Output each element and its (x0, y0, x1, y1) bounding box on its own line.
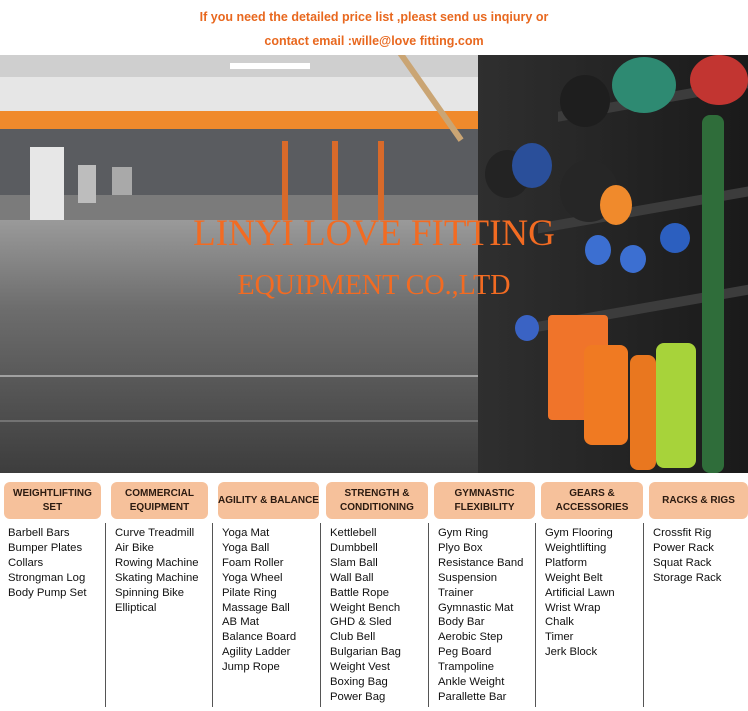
foam-roller (630, 355, 656, 470)
wall-panel (112, 167, 132, 195)
category-item: Weight Vest (330, 661, 391, 674)
gym-banner-image (0, 55, 748, 473)
category-item: Ankle Weight (438, 676, 505, 689)
foam-roller (584, 345, 628, 445)
category-item: Rowing Machine (115, 556, 199, 569)
category-item: Timer (545, 631, 574, 644)
category-item: Yoga Wheel (222, 571, 283, 584)
category-item: Massage Ball (222, 601, 290, 614)
category-item: Collars (8, 556, 44, 569)
category-item: Strongman Log (8, 571, 86, 584)
category-item-list (653, 526, 721, 586)
column-divider (428, 523, 429, 707)
category-column (430, 473, 536, 711)
medicine-ball (612, 57, 676, 113)
company-name-line2: EQUIPMENT CO.,LTD (237, 270, 511, 301)
category-item-list (545, 526, 615, 660)
column-divider (643, 523, 644, 707)
category-item: Body Bar (438, 616, 485, 629)
category-item: Club Bell (330, 631, 376, 644)
category-title: GYMNASTIC FLEXIBILITY (434, 482, 535, 519)
category-column (107, 473, 213, 711)
ceiling (0, 55, 520, 77)
category-item: Weight Belt (545, 571, 603, 584)
category-item: Spinning Bike (115, 586, 185, 599)
category-item: Resistance Band (438, 556, 524, 569)
product-categories (0, 473, 748, 711)
category-title: RACKS & RIGS (649, 482, 748, 519)
category-column (0, 473, 106, 711)
category-item-list (8, 526, 87, 601)
column-divider (212, 523, 213, 707)
price-list-notice-line1: If you need the detailed price list ,pleast send us inqiury or (199, 10, 549, 24)
category-item: Barbell Bars (8, 527, 70, 539)
category-item: Peg Board (438, 646, 492, 659)
category-item: GHD & Sled (330, 616, 392, 629)
category-item: Platform (545, 556, 588, 569)
category-item-list (222, 526, 296, 675)
category-item: Suspension (438, 571, 498, 584)
category-title: WEIGHTLIFTING SET (4, 482, 101, 519)
category-item: Yoga Mat (222, 527, 270, 539)
category-item: Power Rack (653, 541, 714, 554)
category-item: Slam Ball (330, 556, 378, 569)
category-item: Jump Rope (222, 661, 280, 674)
category-item: Trampoline (438, 661, 495, 674)
category-item: Dumbbell (330, 541, 378, 554)
category-item: Wall Ball (330, 571, 374, 584)
contact-email-notice: contact email :wille@love fitting.com (264, 34, 484, 48)
category-column (645, 473, 748, 711)
category-item-list (438, 526, 523, 705)
category-item: Artificial Lawn (545, 586, 615, 599)
category-item: Gym Flooring (545, 527, 613, 539)
category-item: Balance Board (222, 631, 297, 644)
category-item: Battle Rope (330, 586, 390, 599)
category-item: Air Bike (115, 541, 154, 554)
category-column (322, 473, 428, 711)
category-item: Kettlebell (330, 527, 377, 539)
category-item: Body Pump Set (8, 586, 87, 599)
category-item: Foam Roller (222, 556, 284, 569)
category-item: Plyo Box (438, 541, 483, 554)
category-item: Gym Ring (438, 527, 489, 539)
category-item: Power Bag (330, 690, 386, 703)
category-item: Gymnastic Mat (438, 601, 514, 614)
category-title: COMMERCIAL EQUIPMENT (111, 482, 208, 519)
floor-line (0, 375, 560, 377)
category-item: Aerobic Step (438, 631, 503, 644)
category-item: Parallette Bar (438, 690, 507, 703)
kettlebell (515, 315, 539, 341)
category-item: Storage Rack (653, 571, 722, 584)
category-item: Weight Bench (330, 601, 401, 614)
category-title: AGILITY & BALANCE (218, 482, 319, 519)
column-divider (320, 523, 321, 707)
category-column (537, 473, 643, 711)
category-item: Jerk Block (545, 646, 598, 659)
foam-roller (656, 343, 696, 468)
wall-panel (78, 165, 96, 203)
category-item: Trainer (438, 586, 474, 599)
category-item: Pilate Ring (222, 586, 277, 599)
category-item-list (115, 526, 199, 615)
medicine-ball (512, 143, 552, 188)
category-item: Bumper Plates (8, 541, 83, 554)
category-item: Agility Ladder (222, 646, 291, 659)
category-title: STRENGTH & CONDITIONING (326, 482, 428, 519)
medicine-ball (560, 75, 610, 127)
category-item: Squat Rack (653, 556, 712, 569)
floor-line (0, 420, 520, 422)
category-item: AB Mat (222, 616, 260, 629)
column-divider (105, 523, 106, 707)
category-item: Curve Treadmill (115, 527, 195, 539)
column-divider (535, 523, 536, 707)
category-item: Crossfit Rig (653, 527, 712, 539)
category-item: Chalk (545, 616, 574, 629)
company-name-line1: LINYI LOVE FITTING (193, 213, 555, 254)
category-item-list (330, 526, 401, 705)
category-column (214, 473, 320, 711)
category-item: Wrist Wrap (545, 601, 601, 614)
category-item: Yoga Ball (222, 541, 270, 554)
category-item: Bulgarian Bag (330, 646, 401, 659)
category-item: Boxing Bag (330, 676, 388, 689)
category-item: Elliptical (115, 601, 157, 614)
category-title: GEARS & ACCESSORIES (541, 482, 643, 519)
category-item: Skating Machine (115, 571, 199, 584)
category-item: Weightlifting (545, 541, 607, 554)
medicine-ball (690, 55, 748, 105)
